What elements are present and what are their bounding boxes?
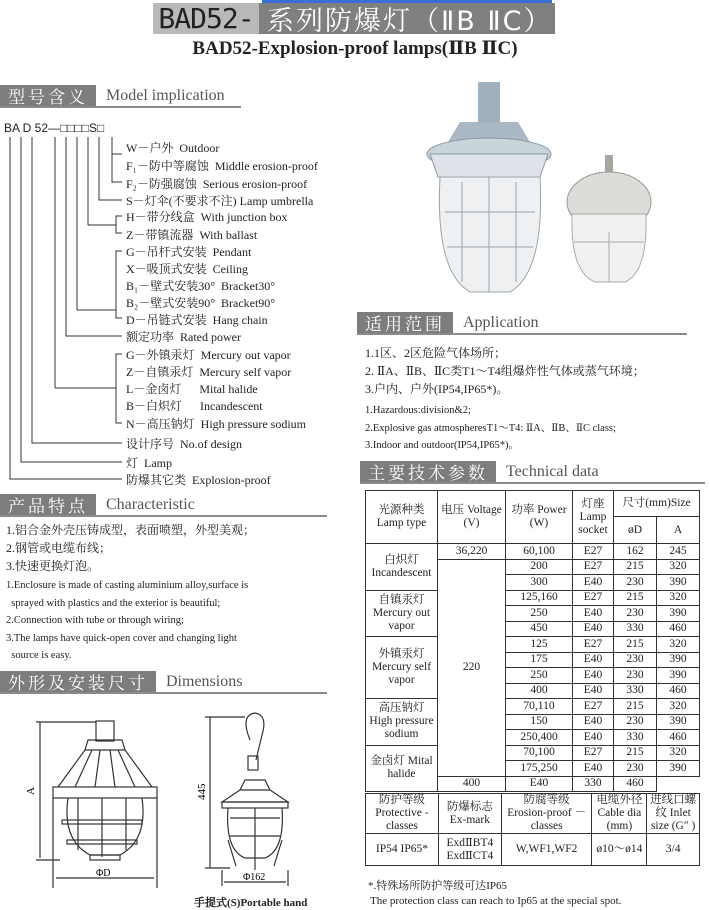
table-cell: ExdⅡBT4 ExdⅡCT4 <box>438 834 501 866</box>
list-item: 1.Enclosure is made of casting aluminium alloy,surface is <box>6 580 249 591</box>
table-cell: E40 <box>573 761 614 777</box>
title-prefix: BAD52- <box>153 3 259 34</box>
lamp-type-cell: 高压钠灯 High pressure sodium <box>366 699 438 746</box>
table-cell: E40 <box>573 730 614 746</box>
table-header: 防爆标志 Ex-mark <box>438 794 501 834</box>
technical-data-table <box>365 490 700 792</box>
table-cell: 330 <box>573 776 614 792</box>
table-cell: 330 <box>614 621 657 637</box>
table-cell: 460 <box>614 776 657 792</box>
title-cn: 系列防爆灯（ⅡB ⅡC） <box>259 3 555 34</box>
model-item: X－吸顶式安装 Ceiling <box>126 262 248 276</box>
model-item: B₂－壁式安装90° Bracket90° <box>126 296 276 310</box>
table-cell: 460 <box>656 683 699 699</box>
table-cell: 245 <box>656 544 699 560</box>
characteristic-cn-list <box>6 521 255 575</box>
list-item: 3.户内、户外(IP54,IP65*)。 <box>365 382 509 396</box>
model-item: B₁－壁式安装30° Bracket30° <box>126 279 276 293</box>
table-cell: 250 <box>506 606 573 622</box>
section-en: Technical data <box>506 462 599 480</box>
section-characteristic <box>0 494 327 517</box>
table-cell: 390 <box>656 761 699 777</box>
table-cell: 215 <box>614 637 657 653</box>
table-cell: E40 <box>573 714 614 730</box>
section-cn: 适用范围 <box>357 312 453 333</box>
subtitle: BAD52-Explosion-proof lamps(ⅡB ⅡC) <box>192 38 518 59</box>
table-cell: ø10～ø14 <box>592 834 647 866</box>
application-cn-list <box>365 344 645 398</box>
table-cell: 250 <box>506 668 573 684</box>
table-cell: 250,400 <box>506 730 573 746</box>
table-cell: 125,160 <box>506 590 573 606</box>
lamp-type-cell: 金卤灯 Mital halide <box>366 745 438 792</box>
table-cell: 230 <box>614 652 657 668</box>
table-cell: 125 <box>506 637 573 653</box>
header-size: 尺寸(mm)Size <box>614 491 700 517</box>
section-technical <box>360 461 705 484</box>
table-cell: E27 <box>573 559 614 575</box>
table-cell: 60,100 <box>506 544 573 560</box>
table-cell: 320 <box>656 637 699 653</box>
table-cell: 215 <box>614 559 657 575</box>
table-cell: 300 <box>506 575 573 591</box>
label-d: ΦD <box>96 868 111 879</box>
header-d: øD <box>614 517 657 544</box>
header-voltage: 电压 Voltage (V) <box>438 491 506 544</box>
section-en: Dimensions <box>166 672 243 690</box>
characteristic-en-list <box>6 577 248 665</box>
table-row <box>366 590 700 606</box>
note-cn: *.特殊场所防护等级可达IP65 <box>368 880 508 892</box>
table-cell: 230 <box>614 761 657 777</box>
table-cell: E40 <box>573 606 614 622</box>
table-cell: 3/4 <box>647 834 700 866</box>
portable-lamp-drawing <box>205 713 288 886</box>
table-header: 防护等级 Protective -classes <box>366 794 439 834</box>
table-cell: E27 <box>573 637 614 653</box>
model-item: D－吊链式安装 Hang chain <box>126 313 268 327</box>
table-cell: 390 <box>656 668 699 684</box>
table-cell: 70,100 <box>506 745 573 761</box>
table-cell: E40 <box>573 668 614 684</box>
table-cell: 230 <box>614 606 657 622</box>
model-item: S－灯伞(不要求不注) Lamp umbrella <box>126 194 314 208</box>
table-cell: 390 <box>656 606 699 622</box>
table-cell: E27 <box>573 544 614 560</box>
table-row <box>366 544 700 560</box>
table-row <box>366 637 700 653</box>
table-cell: 320 <box>656 559 699 575</box>
table-cell: 400 <box>506 683 573 699</box>
table-row <box>366 699 700 715</box>
table-header: 电缆外径 Cable dia (mm) <box>592 794 647 834</box>
table-header: 防腐等级 Erosion-proof －classes <box>501 794 592 834</box>
table-cell: E27 <box>573 590 614 606</box>
section-dimensions <box>0 671 327 694</box>
table-cell: 390 <box>656 652 699 668</box>
table-cell: E40 <box>506 776 573 792</box>
table-cell: 460 <box>656 621 699 637</box>
label-a: A <box>25 787 37 795</box>
application-en-list <box>365 402 616 455</box>
model-item: H－带分线盒 With junction box <box>126 210 288 224</box>
note-en: The protection class can reach to Ip65 at the special spot. <box>370 895 622 907</box>
section-cn: 主要技术参数 <box>360 461 496 482</box>
table-cell: 230 <box>614 714 657 730</box>
table-cell: E27 <box>573 699 614 715</box>
model-code: BA D 52—□□□□S□ <box>4 121 105 135</box>
table-cell: W,WF1,WF2 <box>501 834 592 866</box>
model-item: L－金卤灯 Mital halide <box>126 382 258 396</box>
list-item: 2.Connection with tube or through wiring; <box>6 615 184 626</box>
table-cell: E40 <box>573 621 614 637</box>
section-cn: 外形及安装尺寸 <box>0 671 156 692</box>
table-cell: 320 <box>656 745 699 761</box>
table-row <box>366 745 700 761</box>
table-cell: 320 <box>656 590 699 606</box>
table-cell: 175,250 <box>506 761 573 777</box>
model-item: N－高压钠灯 High pressure sodium <box>126 417 306 431</box>
list-item: 3.Indoor and outdoor(IP54,IP65*)。 <box>365 440 519 451</box>
list-item: sprayed with plastics and the exterior is beautiful; <box>6 597 221 609</box>
table-cell: 150 <box>506 714 573 730</box>
voltage-cell: 220 <box>438 559 506 776</box>
model-item: G－吊杆式安装 Pendant <box>126 245 252 259</box>
table-cell: 400 <box>438 776 506 792</box>
section-model <box>0 85 241 108</box>
model-item: B－白炽灯 Incandescent <box>126 399 263 413</box>
header-type: 光源种类 Lamp type <box>366 491 438 544</box>
lamp-type-cell: 白炽灯 Incandescent <box>366 544 438 591</box>
lamp-type-cell: 自镇汞灯 Mercury out vapor <box>366 590 438 637</box>
table-cell: 230 <box>614 575 657 591</box>
model-item: Z－带镇流器 With ballast <box>126 228 258 242</box>
table-cell: E40 <box>573 652 614 668</box>
header-socket: 灯座 Lamp socket <box>573 491 614 544</box>
list-item: 3.快速更换灯泡。 <box>6 559 100 573</box>
protection-table <box>365 793 700 866</box>
label-445: 445 <box>196 783 208 800</box>
model-item: 灯 Lamp <box>126 456 172 470</box>
table-cell: 162 <box>614 544 657 560</box>
table-cell: 320 <box>656 699 699 715</box>
table-cell: E40 <box>573 575 614 591</box>
page-title <box>153 2 555 37</box>
table-cell: 390 <box>656 714 699 730</box>
model-item: 额定功率 Rated power <box>126 330 241 344</box>
model-item: F₂－防强腐蚀 Serious erosion-proof <box>126 177 308 191</box>
section-application <box>357 312 687 335</box>
list-item: 1.1区、2区危险气体场所； <box>365 346 507 360</box>
lamp-type-cell: 外镇汞灯 Mercury self vapor <box>366 637 438 699</box>
table-cell: 200 <box>506 559 573 575</box>
table-cell: 460 <box>656 730 699 746</box>
list-item: source is easy. <box>6 650 72 661</box>
model-item: Z－自镇汞灯 Mercury self vapor <box>126 365 292 379</box>
table-cell: 215 <box>614 745 657 761</box>
header-power: 功率 Power (W) <box>506 491 573 544</box>
portable-caption: 手提式(S)Portable hand <box>194 897 308 909</box>
pendant-lamp-drawing <box>36 721 157 888</box>
table-cell: E40 <box>573 683 614 699</box>
table-cell: 450 <box>506 621 573 637</box>
table-header: 进线口螺纹 Inlet size (G″ ) <box>647 794 700 834</box>
table-cell: 390 <box>656 575 699 591</box>
table-cell: 70,110 <box>506 699 573 715</box>
list-item: 1.Hazardous:division&2; <box>365 405 471 416</box>
list-item: 1.铝合金外壳压铸成型，表面喷塑，外型美观； <box>6 523 256 537</box>
table-cell: 230 <box>614 668 657 684</box>
product-photo <box>400 82 700 307</box>
dimension-drawings <box>0 700 350 890</box>
section-en: Application <box>463 313 539 331</box>
model-item: 设计序号 No.of design <box>126 437 242 451</box>
list-item: 2.Explosive gas atmospheresT1～T4: ⅡA、ⅡB、ⅡC class; <box>365 422 616 434</box>
table-cell: E27 <box>573 745 614 761</box>
section-cn: 型号含义 <box>0 85 96 106</box>
label-162: Φ162 <box>243 872 266 883</box>
table-cell: 215 <box>614 590 657 606</box>
table-cell: 330 <box>614 683 657 699</box>
section-en: Model implication <box>106 86 225 104</box>
section-cn: 产品特点 <box>0 494 96 515</box>
table-cell: 215 <box>614 699 657 715</box>
table-cell: 175 <box>506 652 573 668</box>
model-item: W－户外 Outdoor <box>126 141 220 155</box>
table-cell: 330 <box>614 730 657 746</box>
list-item: 2.钢管或电缆布线； <box>6 541 112 555</box>
table-cell: IP54 IP65* <box>366 834 439 866</box>
model-item: F₁－防中等腐蚀 Middle erosion-proof <box>126 159 318 173</box>
header-a: A <box>656 517 699 544</box>
list-item: 2. ⅡA、ⅡB、ⅡC类T1～T4组爆炸性气体或蒸气环境； <box>365 364 645 378</box>
model-item: 防爆其它类 Explosion-proof <box>126 473 271 487</box>
voltage-cell: 36,220 <box>438 544 506 560</box>
model-item: G－外镇汞灯 Mercury out vapor <box>126 348 291 362</box>
section-en: Characteristic <box>106 495 195 513</box>
list-item: 3.The lamps have quick-open cover and changing light <box>6 632 237 644</box>
model-tree-lines <box>0 130 130 490</box>
